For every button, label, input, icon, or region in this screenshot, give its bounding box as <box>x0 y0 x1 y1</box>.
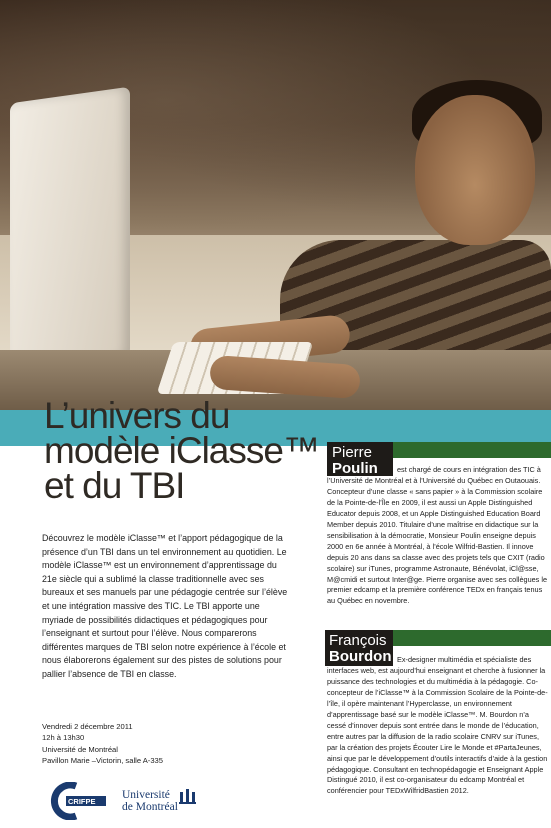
title-line: et du TBI <box>44 465 185 506</box>
speaker-bio <box>327 465 549 607</box>
intro-paragraph <box>42 532 292 682</box>
event-date: Vendredi 2 décembre 2011 <box>42 722 133 731</box>
student-face <box>415 95 535 245</box>
udem-logo-text <box>122 789 178 813</box>
speaker-first-name: François <box>329 632 387 649</box>
event-room: Pavillon Marie –Victorin, salle A-335 <box>42 755 163 765</box>
crifpe-logo <box>46 782 106 820</box>
page-title <box>44 395 334 506</box>
event-place: Université de Montréal <box>42 744 118 754</box>
udem-logo <box>122 785 202 817</box>
computer-monitor <box>10 87 130 374</box>
speaker-first-name: Pierre <box>332 444 373 461</box>
event-info <box>42 721 292 766</box>
crifpe-logo-text: CRIFPE <box>68 797 96 806</box>
hero-photo <box>0 0 551 410</box>
speaker-bio-text: est chargé de cours en intégration des TIC à l’Université de Montréal et à l’Université du Québec en Outaouais. Concepteur d’une classe « sans papier » à la Commission scolaire de la Pointe-de-l’Île en 2009, il est aussi un Apple Distinguished Educator depuis 2008, et un Apple Distinguished Education Board Member depuis 2010. Titulaire d’une maîtrise en didactique sur la sensibilisation à la démocratie, Monsieur Poulin enseigne depuis 2000 en 6e année à Montréal, à l’école Wilfrid-Bastien. Il innove depuis 20 ans dans sa classe avec des projets tels que CXIT (radio scolaire) sur iTunes, programme Astronaute, Bénévolat, iCl@sse, M@cmidi et surtout Inter@ge. Pierre organise avec ses collègues le premier edcamp et la première conférence TEDx en français tenus au Québec en novembre. <box>327 465 548 606</box>
speaker-last-name: Bourdon <box>329 648 392 665</box>
udem-line-2: de Montréal <box>122 801 178 813</box>
intro-text: Découvrez le modèle iClasse™ et l’apport pédagogique de la présence d’un TBI dans un tel environnement au quotidien. Le modèle iClasse™ est un environnement d’apprentissage du 21e siècle qui a sublimé la classe traditionnelle avec ses bureaux et ses manuels par une pédagogie centrée sur l’élève et une intégration massive des TIC. Le TBI apporte une myriade de possibilités didactiques et pédagogiques pour l’enseignant et surtout pour l’élève. Nous comparerons différentes marques de TBI selon notre expérience à l’école et nous élaborerons également sur des pistes de solutions pour pallier l’absence de TBI en classe. <box>42 533 288 679</box>
udem-emblem-icon <box>178 787 198 805</box>
speaker-bio-text: Ex-designer multimédia et spécialiste des interfaces web, est aujourd’hui enseignant et cherche à fusionner la puissance des technologies et du multimédia à la pédagogie. Co-concepteur de l’iClasse™ à la Commission Scolaire de la Pointe-de-l’île, il opère maintenant l’Hyperclasse, un environnement d’apprentissage basé sur le modèle iClasse™. M. Bourdon n’a cessé d’innover depuis sont entrée dans le monde de l’éducation, entre autres par la diffusion de la radio scolaire CNRV sur iTunes, par la création des projets Écouter Lire le Monde et #PartaJeunes, ainsi que par le développement d’outils interactifs d’aide à la gestion pédagogique. Consultant en technopédagogie et Enseignant Apple Distingué 2010, il est co-organisateur du edcamp Montréal et conférencier pour TEDxWilfridBastien 2012. <box>327 655 548 796</box>
event-time: 12h à 13h30 <box>42 733 85 743</box>
udem-line-1: Université <box>122 789 170 801</box>
name-accent-bar <box>393 442 551 458</box>
speaker-last-name: Poulin <box>332 460 378 477</box>
title-line: modèle iClasse™ <box>44 430 319 471</box>
name-accent-bar <box>393 630 551 646</box>
speaker-bio <box>327 655 549 797</box>
title-line: L’univers du <box>44 395 230 436</box>
